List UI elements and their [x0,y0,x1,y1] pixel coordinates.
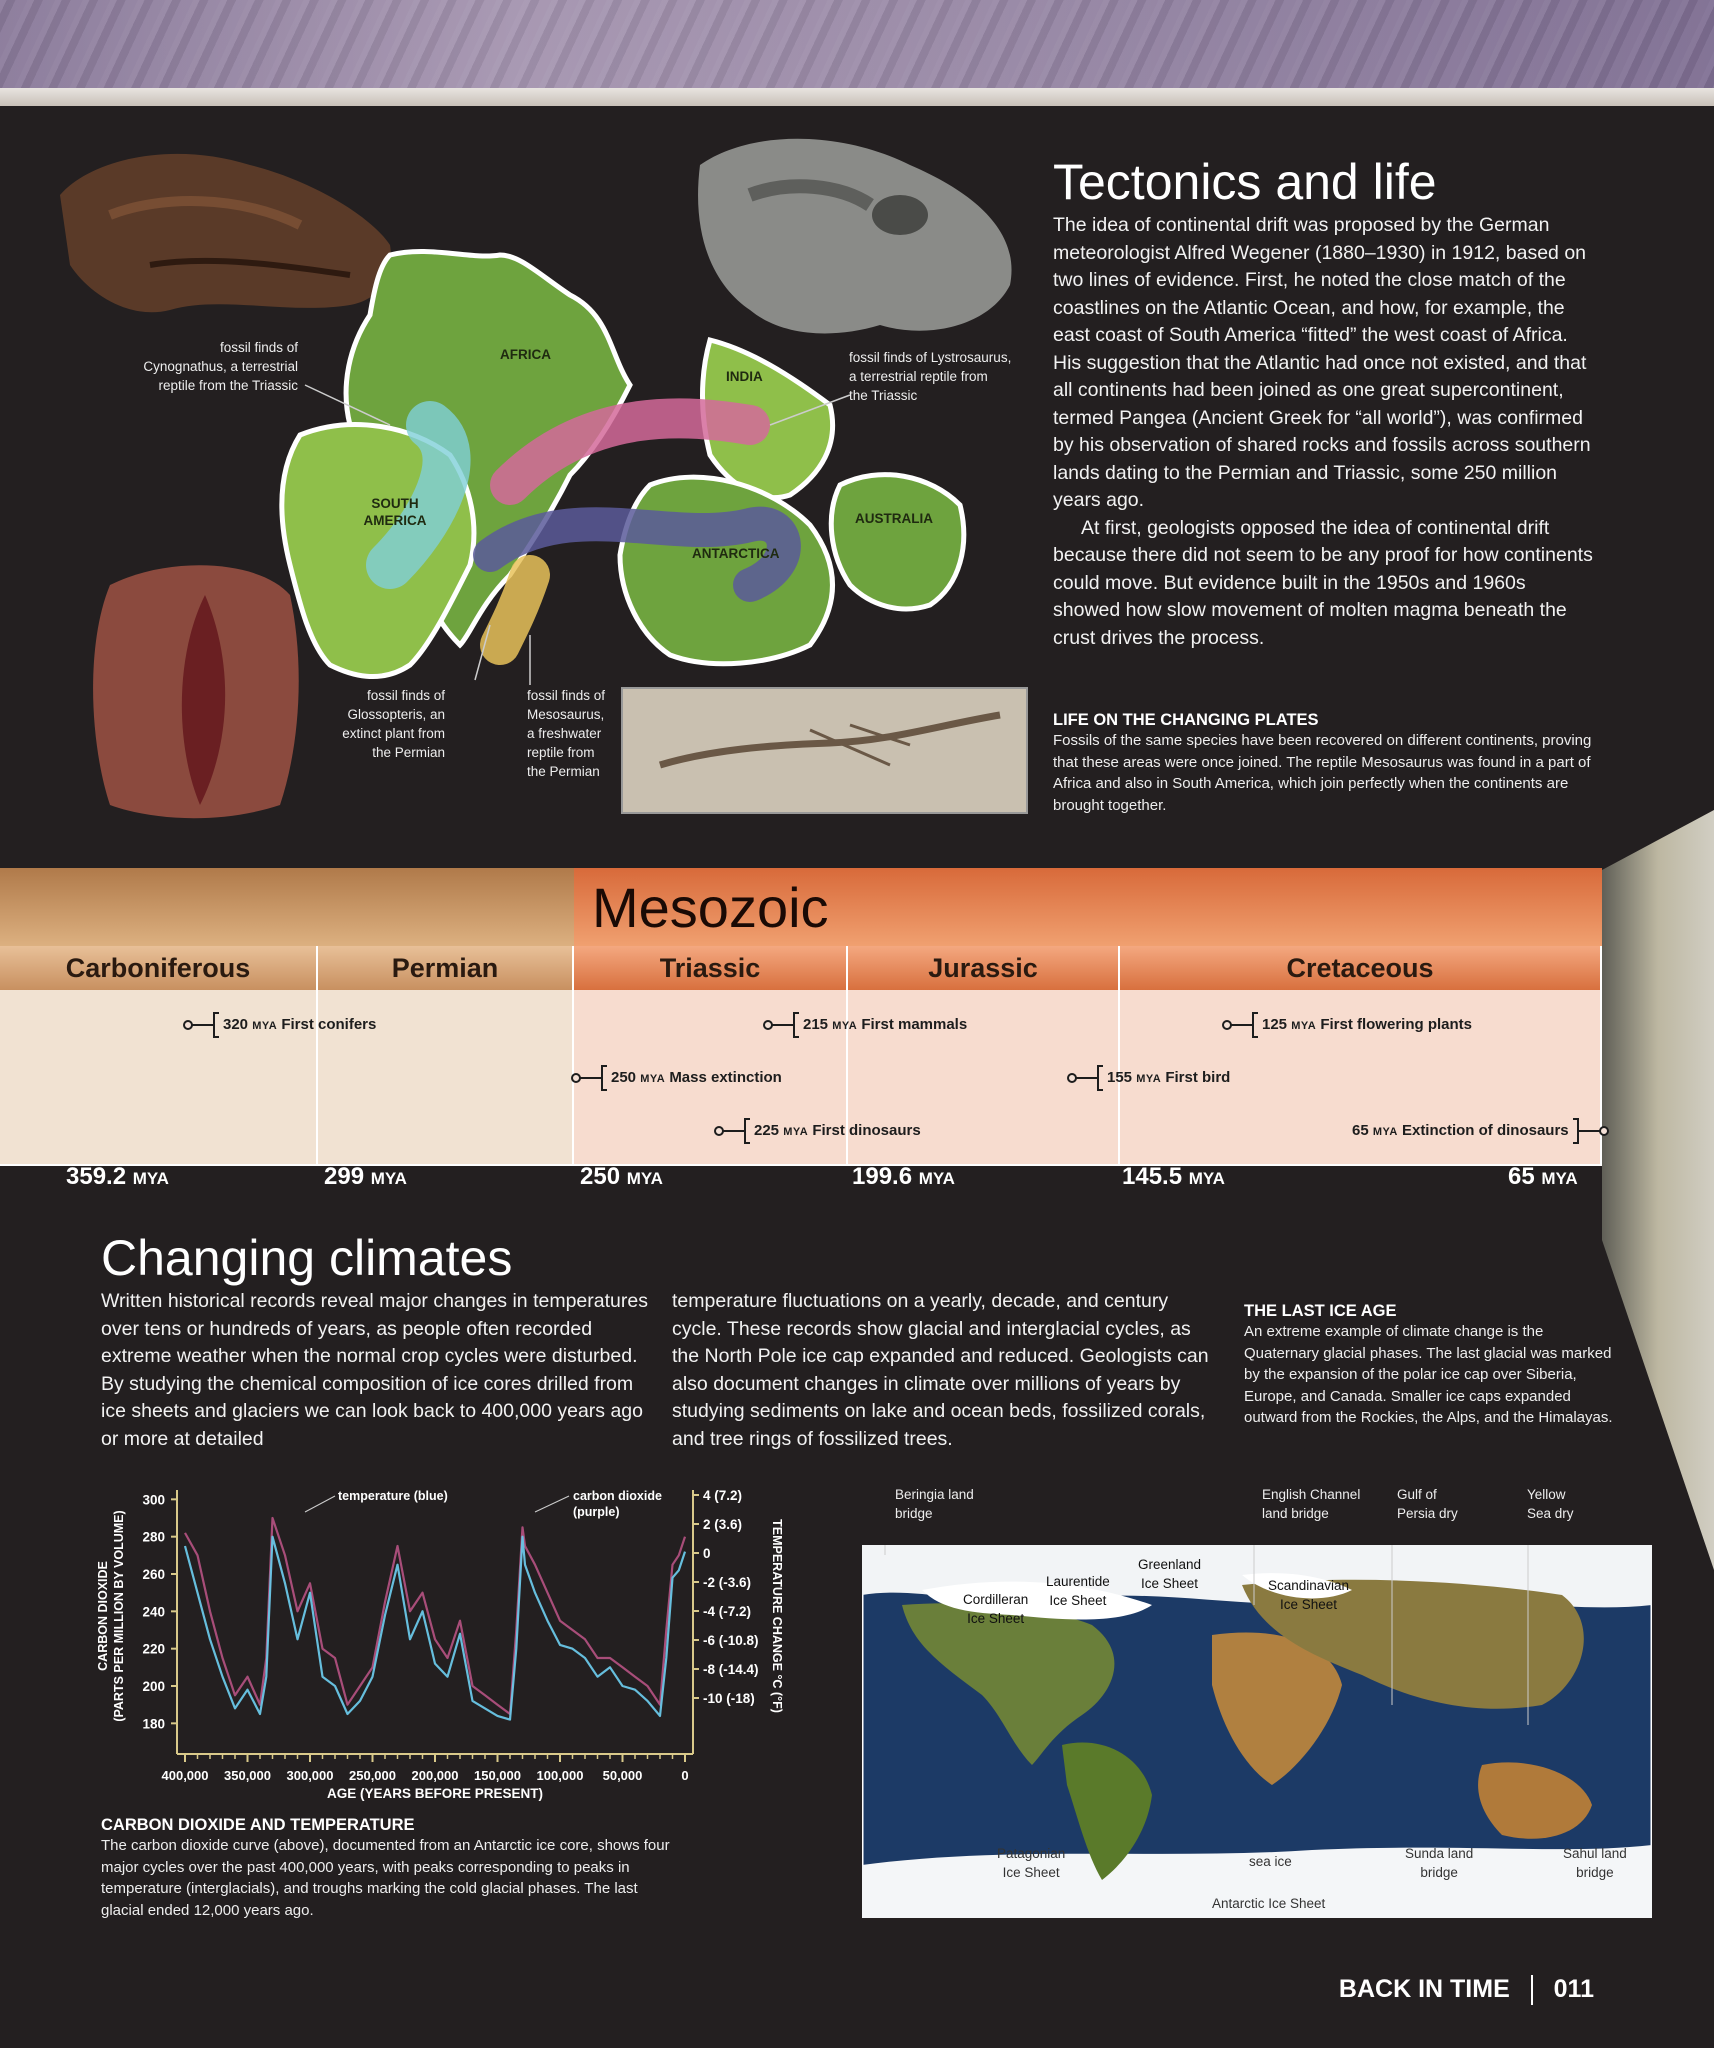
life-plates-caption [1053,710,1598,816]
note-glossopteris: fossil finds of Glossopteris, an extinct plant from the Permian [342,688,445,760]
y-right-tick-label: -6 (-10.8) [703,1633,759,1648]
x-tick-label: 100,000 [536,1768,584,1783]
note-lystrosaurus: fossil finds of Lystrosaurus, a terrestrial reptile from the Triassic [849,350,1012,403]
co2-caption-heading: CARBON DIOXIDE AND TEMPERATURE [101,1816,415,1834]
map-label-gulf-persia: Gulf of Persia dry [1397,1487,1458,1521]
y-tick-label-200: 200 [142,1679,165,1694]
boundary-65: 65 MYA [1508,1163,1578,1190]
y-right-tick-label: 4 (7.2) [703,1488,743,1503]
paleozoic-header [0,868,574,946]
boundary-250: 250 MYA [580,1163,663,1190]
page-footer [1339,1975,1594,2005]
event-first-flowering-plants: 125 MYA First flowering plants [1230,1012,1472,1038]
ice-age-caption [1244,1301,1614,1429]
ice-age-text: An extreme example of climate change is the Quaternary glacial phases. The last glacial was marked by the expansion of the polar ice cap over Siberia, Europe, and Canada. Smaller ice caps expanded outward from the Rockies, the Alps, and the Himalayas. [1244,1323,1613,1426]
y-right-tick-label: -4 (-7.2) [703,1604,752,1619]
x-tick-label: 250,000 [349,1768,396,1783]
y-right-tick-label: -10 (-18) [703,1691,755,1706]
australia-shape [831,475,963,609]
boundary-359: 359.2 MYA [66,1163,169,1190]
right-edge-strip [1602,810,1714,1570]
y-tick-label-260: 260 [142,1567,165,1582]
co2-caption-text: The carbon dioxide curve (above), documented from an Antarctic ice core, shows four major cycles over the past 400,000 years, with peaks corresponding to peaks in temperature (interglacials), and troughs marking the cold glacial phases. The last glacial ended 12,000 years ago. [101,1837,670,1919]
period-permian: Permian [318,946,574,990]
note-mesosaurus: fossil finds of Mesosaurus, a freshwater reptile from the Permian [527,688,606,779]
event-mass-extinction: 250 MYA Mass extinction [579,1065,782,1091]
y-tick-label-300: 300 [142,1492,165,1508]
map-label-africa: AFRICA [500,347,551,362]
x-tick-label: 400,000 [161,1768,209,1783]
lystrosaurus-skull [698,139,1011,334]
climates-col1: Written historical records reveal major changes in temperatures over tens or hundreds of years, as people often recorded extreme weather when the normal crop cycles were disturbed. By studying the chemical composition of ice cores drilled from ice sheets and glaciers we can look back to 400,000 years ago or more at detailed [101,1290,648,1450]
annotation-pointer [535,1496,569,1512]
cynognathus-skull [60,154,391,312]
y-right-tick-label: -8 (-14.4) [703,1662,759,1677]
era-label-mesozoic: Mesozoic [592,876,829,939]
event-extinction-dinosaurs: 65 MYA Extinction of dinosaurs [1352,1118,1601,1144]
map-label-patagonian: Patagonian Ice Sheet [997,1846,1066,1880]
y-axis-label-right: TEMPERATURE CHANGE °C (°F) [770,1519,784,1713]
tectonics-title: Tectonics and life [1053,154,1437,210]
map-label-sahul: Sahul land bridge [1563,1846,1627,1880]
map-label-yellow-sea: Yellow Sea dry [1527,1487,1574,1521]
x-tick-label: 200,000 [411,1768,459,1783]
map-label-greenland: Greenland Ice Sheet [1138,1557,1202,1591]
mesozoic-header [574,868,1602,946]
life-plates-heading: LIFE ON THE CHANGING PLATES [1053,711,1319,729]
boundary-145: 145.5 MYA [1122,1163,1225,1190]
footer-section: BACK IN TIME [1338,1975,1510,2003]
y-tick-label-240: 240 [142,1604,165,1620]
footer-page-number: 011 [1553,1975,1594,2003]
period-cretaceous: Cretaceous [1120,946,1602,990]
life-plates-text: Fossils of the same species have been recovered on different continents, proving that these areas were once joined. The reptile Mesosaurus was found in a part of Africa and also in South America, which join perfectly when the continents are brought together. [1053,732,1592,814]
geologic-timeline [0,868,1602,1190]
note-cynognathus: fossil finds of Cynognathus, a terrestrial reptile from the Triassic [143,340,298,393]
map-label-beringia: Beringia land bridge [895,1487,974,1521]
co2-temperature-chart [95,1480,805,1810]
antarctica-shape [620,477,833,664]
y-tick-label-220: 220 [142,1641,165,1657]
map-label-laurentide: Laurentide Ice Sheet [1046,1574,1110,1608]
y-right-tick-label: 2 (3.6) [703,1517,743,1532]
y-axis-label-left: CARBON DIOXIDE (PARTS PER MILLION BY VOLUME) [96,1510,126,1722]
y-right-tick-label: -2 (-3.6) [703,1575,752,1590]
event-first-bird: 155 MYA First bird [1075,1065,1230,1091]
x-tick-label: 150,000 [474,1768,521,1783]
y-right-tick-label: 0 [703,1546,711,1561]
annotation-co2-2: (purple) [573,1505,620,1519]
annotation-pointer [305,1496,335,1512]
map-label-english-channel: English Channel land bridge [1262,1487,1361,1521]
map-label-sea-ice: sea ice [1249,1854,1292,1869]
y-tick-label-280: 280 [142,1529,165,1545]
map-label-antarctica: ANTARCTICA [692,546,780,561]
co2-caption [101,1815,681,1921]
annotation-temperature: temperature (blue) [338,1489,448,1503]
footer-divider [1531,1975,1533,2005]
x-axis-label: AGE (YEARS BEFORE PRESENT) [326,1786,544,1801]
mesosaurus-photo [622,688,1027,813]
period-triassic: Triassic [574,946,848,990]
boundary-299: 299 MYA [324,1163,407,1190]
event-first-dinosaurs: 225 MYA First dinosaurs [722,1118,921,1144]
ice-age-heading: THE LAST ICE AGE [1244,1302,1397,1320]
event-first-conifers: 320 MYA First conifers [191,1012,376,1038]
map-label-cordilleran: Cordilleran Ice Sheet [963,1592,1029,1626]
boundary-bar [0,1164,1602,1190]
climates-col2: temperature fluctuations on a yearly, decade, and century cycle. These records show glacial and interglacial cycles, as the North Pole ice cap expanded and reduced. Geologists can also document changes in climate over millions of years by studying sediments on lake and ocean beds, fossilized corals, and tree rings of fossilized trees. [672,1290,1209,1450]
x-tick-label: 50,000 [602,1768,643,1783]
tectonics-body [1053,212,1598,652]
map-label-scandinavian: Scandinavian Ice Sheet [1268,1578,1350,1612]
map-label-sunda: Sunda land bridge [1405,1846,1474,1880]
period-carboniferous: Carboniferous [0,946,318,990]
map-label-australia: AUSTRALIA [855,511,933,526]
series-line-temperature [185,1537,685,1720]
map-label-india: INDIA [726,369,763,384]
x-tick-label: 350,000 [224,1768,271,1783]
x-tick-label: 0 [681,1768,689,1783]
event-first-mammals: 215 MYA First mammals [771,1012,967,1038]
map-label-south-america: SOUTH AMERICA [363,496,427,528]
x-tick-label: 300,000 [286,1768,334,1783]
series-line-co2 [185,1518,685,1714]
annotation-co2-1: carbon dioxide [573,1489,662,1503]
y-tick-label-180: 180 [142,1716,165,1732]
top-rule [0,88,1714,106]
map-label-antarctic: Antarctic Ice Sheet [1212,1896,1326,1911]
tectonics-p1: The idea of continental drift was proposed by the German meteorologist Alfred Wegener (1880–1930) in 1912, based on two lines of evidence. First, he noted the close match of the coastlines on the Atlantic Ocean, and how, for example, the east coast of South America “fitted” the west coast of Africa. His suggestion that the Atlantic had once not existed, and that all continents had been joined as one great supercontinent, termed Pangea (Ancient Greek for “all world”), was confirmed by his observation of shared rocks and fossils across southern lands dating to the Permian and Triassic, some 250 million years ago. [1053,214,1591,511]
climates-title: Changing climates [101,1230,513,1286]
boundary-199: 199.6 MYA [852,1163,955,1190]
period-jurassic: Jurassic [848,946,1120,990]
tectonics-p2: At first, geologists opposed the idea of continental drift because there did not seem to be any proof for how continents could move. But evidence built in the 1950s and 1960s showed how slow movement of molten magma beneath the crust drives the process. [1053,516,1593,649]
